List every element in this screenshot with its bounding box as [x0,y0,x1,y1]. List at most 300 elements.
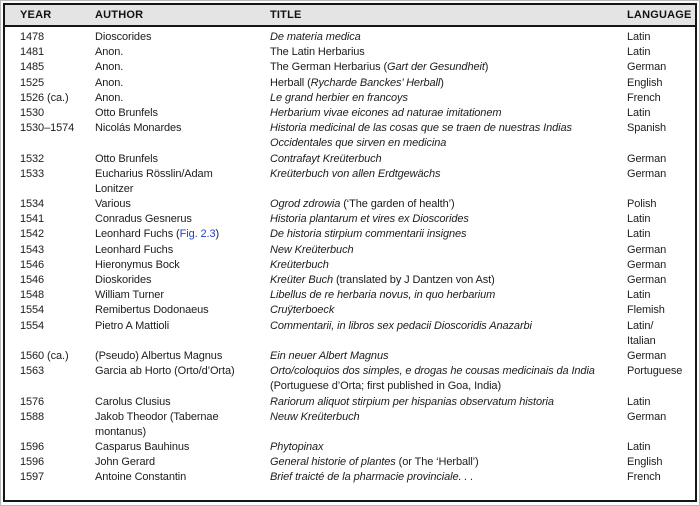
text-line [20,76,95,91]
text-segment: ) [440,76,444,89]
title-cell [270,91,627,106]
year-cell [5,455,95,470]
author-cell [95,60,270,75]
text-segment: Various [95,198,131,211]
text-line [20,258,95,273]
text-segment: 1541 [20,213,45,226]
text-segment: Historia plantarum et vires ex Dioscorides [270,213,469,226]
text-segment: 1542 [20,228,45,241]
text-line [20,395,95,410]
text-line [95,258,270,273]
table-row [5,319,695,349]
text-line [95,319,270,334]
text-line [627,288,695,303]
text-segment: Latin [627,441,651,454]
text-segment: The German Herbarius ( [270,61,388,74]
language-cell [627,349,695,364]
text-segment: German [627,274,667,286]
text-line [95,91,270,106]
text-line [627,364,695,379]
author-cell [95,227,270,242]
text-segment: 1596 [20,456,45,469]
text-line [627,106,695,121]
text-line [627,334,695,349]
text-line [270,440,627,455]
text-segment: 1554 [20,319,45,332]
year-cell [5,212,95,227]
text-line [270,470,627,485]
text-line [20,91,95,106]
table-row [5,167,695,197]
title-cell [270,273,627,288]
language-cell [627,243,695,258]
author-cell [95,45,270,60]
text-line [270,410,627,425]
year-cell [5,258,95,273]
text-segment: Cruÿterboeck [270,304,335,317]
text-segment: Contrafayt Kreüterbuch [270,152,382,165]
text-line [627,45,695,60]
text-line [627,167,695,182]
text-line [95,30,270,45]
text-segment: 1596 [20,441,45,454]
text-line [95,152,270,167]
text-segment: Portuguese [627,365,683,378]
text-line [95,410,270,425]
text-segment: Dioskorides [95,274,152,286]
text-line [20,440,95,455]
text-line [95,167,270,182]
table-row [5,273,695,288]
text-segment: Otto Brunfels [95,152,158,165]
year-cell [5,395,95,410]
text-line [95,243,270,258]
year-cell [5,288,95,303]
table-row [5,121,695,151]
text-segment: French [627,91,661,104]
table-row [5,197,695,212]
text-line [627,197,695,212]
text-line [20,167,95,182]
text-segment: Conradus Gesnerus [95,213,192,226]
text-line [95,121,270,136]
title-cell [270,364,627,394]
text-line [95,60,270,75]
title-cell [270,395,627,410]
text-line [20,45,95,60]
text-line [95,212,270,227]
text-line [20,364,95,379]
text-segment: 1548 [20,289,45,302]
table-row [5,410,695,440]
text-segment: De materia medica [270,31,361,43]
text-line [627,395,695,410]
text-line [20,60,95,75]
text-line [627,303,695,318]
author-cell [95,152,270,167]
language-cell [627,91,695,106]
text-line [95,106,270,121]
text-line [95,440,270,455]
text-line [95,303,270,318]
text-segment: Occidentales que sirven en medicina [270,137,447,150]
year-cell [5,60,95,75]
table-row [5,395,695,410]
text-line [270,455,627,470]
author-cell [95,349,270,364]
text-segment: 1546 [20,274,45,286]
table-row [5,243,695,258]
text-segment: German [627,243,667,256]
title-cell [270,152,627,167]
title-cell [270,60,627,75]
text-segment: Anon. [95,61,124,74]
text-segment: Ogrod zdrowia [270,198,341,211]
text-line [627,349,695,364]
text-segment: Jakob Theodor (Tabernae [95,410,219,423]
text-line [627,91,695,106]
author-cell [95,470,270,485]
title-cell [270,455,627,470]
text-line [95,76,270,91]
year-cell [5,30,95,45]
text-segment: Antoine Constantin [95,471,187,484]
title-cell [270,243,627,258]
table-row [5,227,695,242]
title-cell [270,258,627,273]
language-cell [627,45,695,60]
text-line [20,121,95,136]
year-cell [5,197,95,212]
text-line [95,455,270,470]
year-cell [5,76,95,91]
text-line [20,273,95,288]
language-cell [627,167,695,197]
text-segment: Anon. [95,91,124,104]
text-line [270,76,627,91]
table-row [5,106,695,121]
text-segment: Kreüter Buch [270,274,334,286]
text-line [270,395,627,410]
text-line [95,470,270,485]
text-line [270,212,627,227]
year-cell [5,152,95,167]
text-segment: Herball ( [270,76,311,89]
text-line [20,410,95,425]
text-segment: German [627,258,667,271]
year-cell [5,319,95,349]
text-line [270,364,627,379]
table-row [5,45,695,60]
text-line [627,227,695,242]
text-segment: 1597 [20,471,45,484]
text-segment: Kreüterbuch von allen Erdtgewächs [270,167,441,180]
text-line [270,60,627,75]
language-cell [627,470,695,485]
text-segment: Pietro A Mattioli [95,319,170,332]
text-segment: Italian [627,334,656,347]
text-line [270,227,627,242]
text-line [270,106,627,121]
text-line [270,243,627,258]
title-cell [270,121,627,151]
table-row [5,349,695,364]
title-cell [270,440,627,455]
text-segment: 1533 [20,167,45,180]
text-segment: 1525 [20,76,45,89]
title-cell [270,227,627,242]
text-segment: William Turner [95,289,164,302]
text-segment: 1554 [20,304,45,317]
text-line [20,152,95,167]
language-cell [627,197,695,212]
text-segment: John Gerard [95,456,156,469]
language-cell [627,60,695,75]
text-line [627,121,695,136]
year-cell [5,91,95,106]
text-line [20,455,95,470]
text-line [95,273,270,288]
text-line [95,288,270,303]
text-segment: Kreüterbuch [270,258,329,271]
text-segment: English [627,456,663,469]
figure-reference-link[interactable]: Fig. 2.3 [179,228,216,241]
text-segment: ) [484,61,489,74]
table-row [5,30,695,45]
text-segment: ) [215,228,220,241]
table-row [5,470,695,485]
year-cell [5,410,95,440]
text-line [270,303,627,318]
text-segment: Phytopinax [270,441,324,454]
column-header-year: YEAR [20,9,52,21]
author-cell [95,303,270,318]
text-segment: Rycharde Banckes’ Herball [310,76,441,89]
text-segment: Nicolás Monardes [95,122,182,135]
title-cell [270,106,627,121]
text-segment: Hieronymus Bock [95,258,180,271]
text-segment: Lonitzer [95,182,134,195]
text-line [20,197,95,212]
text-line [627,319,695,334]
text-line [95,45,270,60]
title-cell [270,349,627,364]
title-cell [270,288,627,303]
year-cell [5,167,95,197]
table-body [5,27,695,500]
text-segment: (Pseudo) Albertus Magnus [95,349,223,362]
text-segment: 1530–1574 [20,122,75,135]
language-cell [627,303,695,318]
text-segment: English [627,76,663,89]
text-segment: Brief traicté de la pharmacie provinciale. . . [270,471,474,484]
author-cell [95,167,270,197]
language-cell [627,258,695,273]
text-line [627,258,695,273]
table-row [5,60,695,75]
text-segment: Latin [627,31,651,43]
table-row [5,303,695,318]
text-line [270,349,627,364]
text-segment: Latin [627,46,651,59]
author-cell [95,288,270,303]
text-segment: 1576 [20,395,45,408]
text-segment: German [627,167,667,180]
text-segment: Latin [627,395,651,408]
text-segment: Latin [627,228,651,241]
text-segment: (Portuguese d’Orta; first published in Goa, India) [270,380,502,393]
author-cell [95,197,270,212]
text-segment: Orto/coloquios dos simples, e drogas he cousas medicinais da India [270,365,595,378]
text-segment: 1543 [20,243,45,256]
text-segment: Leonhard Fuchs ( [95,228,180,241]
text-segment: Remibertus Dodonaeus [95,304,209,317]
text-line [20,227,95,242]
title-cell [270,470,627,485]
text-segment: Garcia ab Horto (Orto/d’Orta) [95,365,235,378]
column-header-title: TITLE [270,9,302,21]
title-cell [270,212,627,227]
title-cell [270,76,627,91]
text-segment: General historie of plantes [270,456,396,469]
year-cell [5,349,95,364]
language-cell [627,455,695,470]
text-line [270,288,627,303]
title-cell [270,197,627,212]
text-segment: Leonhard Fuchs [95,243,174,256]
year-cell [5,106,95,121]
text-line [627,470,695,485]
author-cell [95,273,270,288]
author-cell [95,440,270,455]
text-segment: Casparus Bauhinus [95,441,190,454]
text-segment: Latin [627,106,651,119]
author-cell [95,30,270,45]
text-line [270,152,627,167]
author-cell [95,364,270,394]
text-segment: (translated by J Dantzen von Ast) [333,274,495,286]
language-cell [627,288,695,303]
title-cell [270,303,627,318]
text-segment: Latin [627,289,651,302]
text-segment: 1588 [20,410,45,423]
text-segment: 1530 [20,106,45,119]
text-segment: (‘The garden of health’) [340,198,455,211]
text-line [627,440,695,455]
text-segment: Libellus de re herbaria novus, in quo herbarium [270,289,496,302]
table-header-row [5,5,695,27]
text-line [95,364,270,379]
text-segment: German [627,152,667,165]
text-segment: Herbarium vivae eicones ad naturae imitationem [270,106,502,119]
text-line [20,30,95,45]
text-line [20,288,95,303]
text-line [95,395,270,410]
table-row [5,364,695,394]
text-segment: De historia stirpium commentarii insignes [270,228,467,241]
text-segment: 1560 (ca.) [20,349,69,362]
table-row [5,258,695,273]
language-cell [627,395,695,410]
author-cell [95,395,270,410]
text-segment: The Latin Herbarius [270,46,365,59]
text-segment: Flemish [627,304,665,317]
text-line [20,106,95,121]
text-segment: Eucharius Rösslin/Adam [95,167,213,180]
year-cell [5,45,95,60]
text-line [270,91,627,106]
text-segment: 1481 [20,46,45,59]
text-segment: Ein neuer Albert Magnus [270,349,389,362]
text-line [95,227,270,242]
text-segment: 1532 [20,152,45,165]
text-segment: Neuw Kreüterbuch [270,410,360,423]
text-line [20,319,95,334]
table-row [5,455,695,470]
text-line [95,425,270,440]
text-segment: Latin [627,213,651,226]
text-line [270,167,627,182]
text-line [627,30,695,45]
language-cell [627,410,695,440]
text-line [627,243,695,258]
year-cell [5,303,95,318]
text-line [270,121,627,136]
text-line [627,76,695,91]
year-cell [5,364,95,394]
text-line [270,30,627,45]
language-cell [627,152,695,167]
text-line [20,212,95,227]
text-segment: Historia medicinal de las cosas que se traen de nuestras Indias [270,122,572,135]
text-segment: Rariorum aliquot stirpium per hispanias observatum historia [270,395,554,408]
language-cell [627,30,695,45]
author-cell [95,455,270,470]
title-cell [270,410,627,440]
language-cell [627,212,695,227]
text-segment: Polish [627,198,657,211]
text-segment: Latin/ [627,319,654,332]
language-cell [627,319,695,349]
text-line [627,455,695,470]
table-row [5,152,695,167]
text-line [627,152,695,167]
text-line [627,410,695,425]
table-row [5,76,695,91]
language-cell [627,106,695,121]
text-segment: Anon. [95,46,124,59]
text-segment: 1478 [20,31,45,43]
text-line [627,60,695,75]
author-cell [95,410,270,440]
text-line [95,197,270,212]
author-cell [95,243,270,258]
table-row [5,212,695,227]
text-line [20,303,95,318]
text-line [627,212,695,227]
language-cell [627,440,695,455]
author-cell [95,258,270,273]
author-cell [95,91,270,106]
column-header-author: AUTHOR [95,9,144,21]
text-line [270,379,627,394]
title-cell [270,167,627,197]
language-cell [627,76,695,91]
text-line [270,197,627,212]
year-cell [5,273,95,288]
text-segment: Dioscorides [95,31,152,43]
text-segment: Anon. [95,76,124,89]
